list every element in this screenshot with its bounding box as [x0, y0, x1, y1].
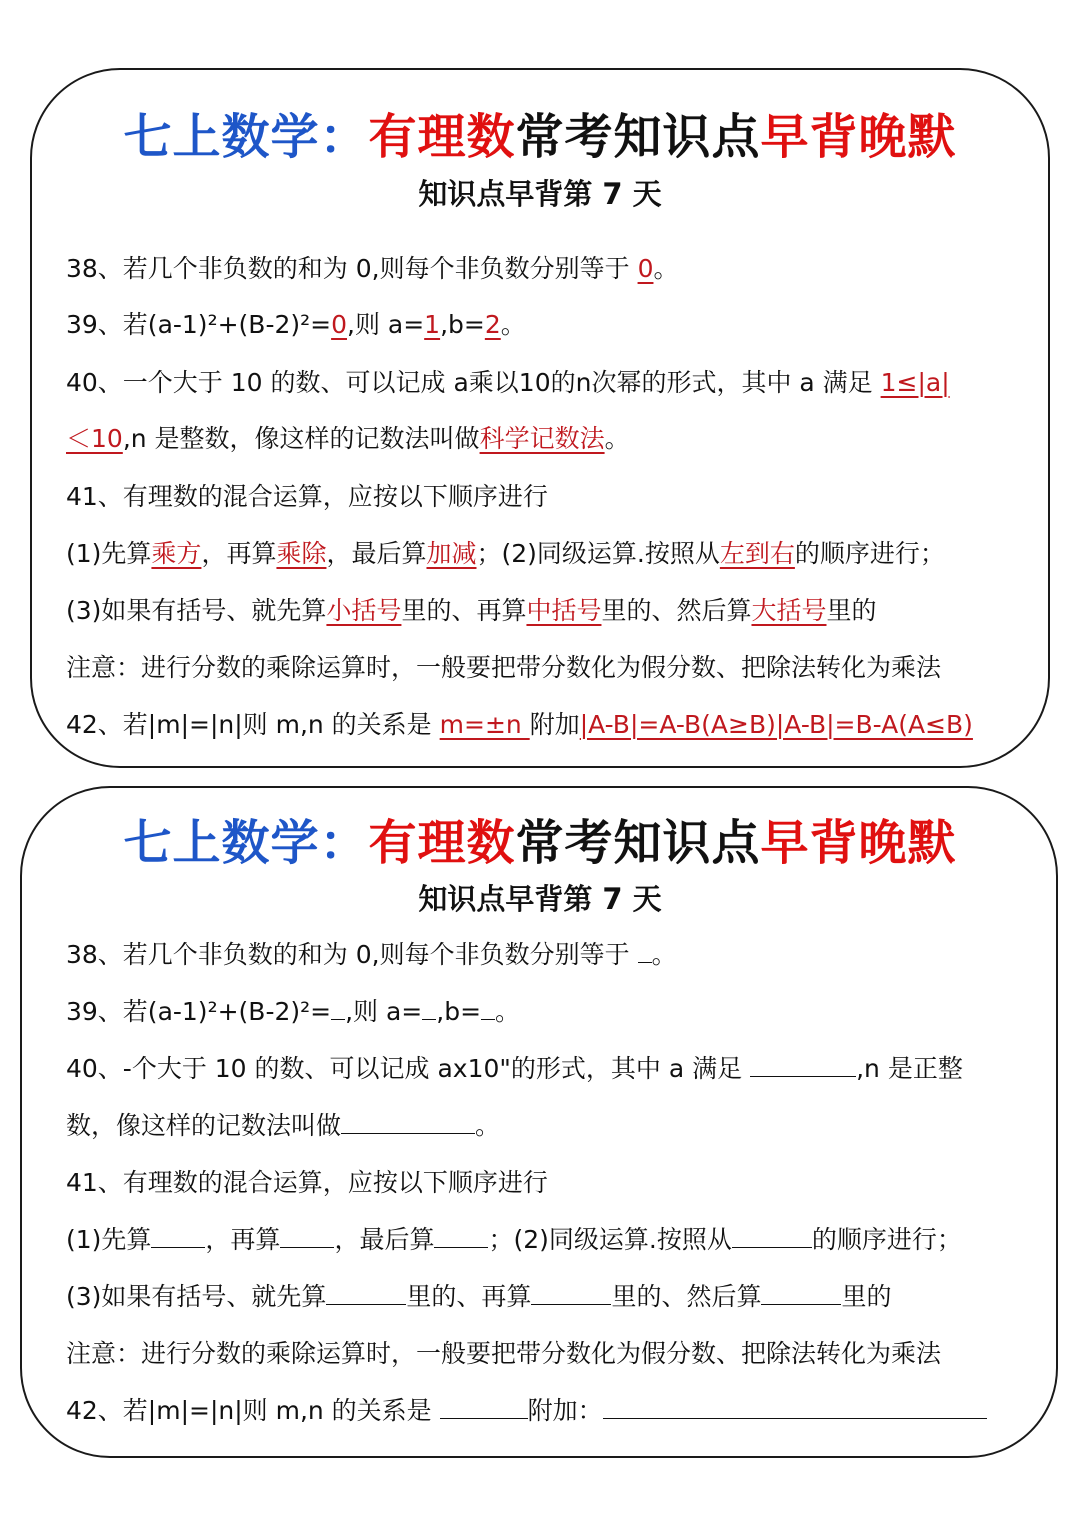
- item-40: 40、-个大于 10 的数、可以记成 ax10"的形式，其中 a 满足 ,n 是正整: [66, 1054, 963, 1083]
- item-38: 38、若几个非负数的和为 0,则每个非负数分别等于 。: [66, 940, 677, 969]
- answer-text: 1: [424, 310, 441, 339]
- answer-text: 0: [331, 310, 347, 339]
- blank-line[interactable]: [151, 1225, 205, 1248]
- answer-text: 科学记数法: [479, 424, 605, 453]
- answer-text: m=±n: [439, 710, 530, 739]
- blank-line[interactable]: [638, 940, 652, 963]
- page-subtitle: 知识点早背第 7 天: [418, 177, 662, 211]
- item-41-rule-1-2: (1)先算乘方，再算乘除，最后算加减；(2)同级运算.按照从左到右的顺序进行；: [66, 539, 945, 568]
- item-40-continued: ＜10,n 是整数，像这样的记数法叫做科学记数法。: [66, 424, 630, 453]
- answer-text: 中括号: [526, 596, 602, 625]
- item-40-continued: 数，像这样的记数法叫做 。: [66, 1111, 501, 1140]
- item-41-rule-3: (3)如果有括号、就先算 里的、再算 里的、然后算 里的: [66, 1282, 892, 1311]
- blank-line[interactable]: [331, 997, 345, 1020]
- item-39: 39、若(a-1)²+(B-2)²= ,则 a= ,b= 。: [66, 997, 521, 1026]
- answer-text: 小括号: [326, 596, 402, 625]
- blank-line[interactable]: [750, 1054, 856, 1077]
- blank-line[interactable]: [732, 1225, 812, 1248]
- item-41: 41、有理数的混合运算，应按以下顺序进行: [66, 482, 548, 511]
- page-title: 七上数学：有理数常考知识点早背晚默: [123, 109, 957, 165]
- blank-line[interactable]: [531, 1282, 611, 1305]
- answer-text: |A-B|=A-B(A≥B)|A-B|=B-A(A≤B): [579, 710, 973, 739]
- note: 注意：进行分数的乘除运算时，一般要把带分数化为假分数、把除法转化为乘法: [66, 653, 942, 682]
- answer-text: 乘方: [151, 539, 202, 568]
- note: 注意：进行分数的乘除运算时，一般要把带分数化为假分数、把除法转化为乘法: [66, 1339, 942, 1368]
- answer-text: 乘除: [276, 539, 327, 568]
- item-40: 40、一个大于 10 的数、可以记成 a乘以10的n次幂的形式，其中 a 满足 1≤|a|: [66, 368, 950, 397]
- page-title: 七上数学：有理数常考知识点早背晚默: [123, 815, 957, 871]
- answer-text: 0: [637, 254, 654, 283]
- blank-line[interactable]: [341, 1111, 475, 1134]
- answer-text: 大括号: [751, 596, 827, 625]
- answer-text: ＜10: [66, 424, 123, 453]
- item-38: 38、若几个非负数的和为 0,则每个非负数分别等于 0。: [66, 254, 679, 283]
- item-41-rule-3: (3)如果有括号、就先算小括号里的、再算中括号里的、然后算大括号里的: [66, 596, 877, 625]
- blank-line[interactable]: [280, 1225, 334, 1248]
- blank-line[interactable]: [761, 1282, 841, 1305]
- blank-line[interactable]: [481, 997, 495, 1020]
- item-41: 41、有理数的混合运算，应按以下顺序进行: [66, 1168, 548, 1197]
- page-subtitle: 知识点早背第 7 天: [418, 882, 662, 916]
- answer-text: 2: [484, 310, 501, 339]
- blank-line[interactable]: [440, 1396, 528, 1419]
- answer-text: 左到右: [719, 539, 795, 568]
- item-42: 42、若|m|=|n|则 m,n 的关系是 附加：: [66, 1394, 987, 1428]
- blank-line[interactable]: [434, 1225, 488, 1248]
- blank-line[interactable]: [603, 1396, 987, 1419]
- answer-text: 加减: [426, 539, 477, 568]
- item-41-rule-1-2: (1)先算 ，再算 ，最后算 ；(2)同级运算.按照从 的顺序进行；: [66, 1225, 962, 1254]
- item-42: 42、若|m|=|n|则 m,n 的关系是 m=±n 附加|A-B|=A-B(A≥B)|A-B|=B-A(A≤B): [66, 710, 973, 739]
- answer-text: 1≤|a|: [880, 368, 950, 397]
- blank-line[interactable]: [422, 997, 436, 1020]
- blank-line[interactable]: [326, 1282, 406, 1305]
- item-39: 39、若(a-1)²+(B-2)²=0,则 a=1,b=2。: [66, 310, 526, 339]
